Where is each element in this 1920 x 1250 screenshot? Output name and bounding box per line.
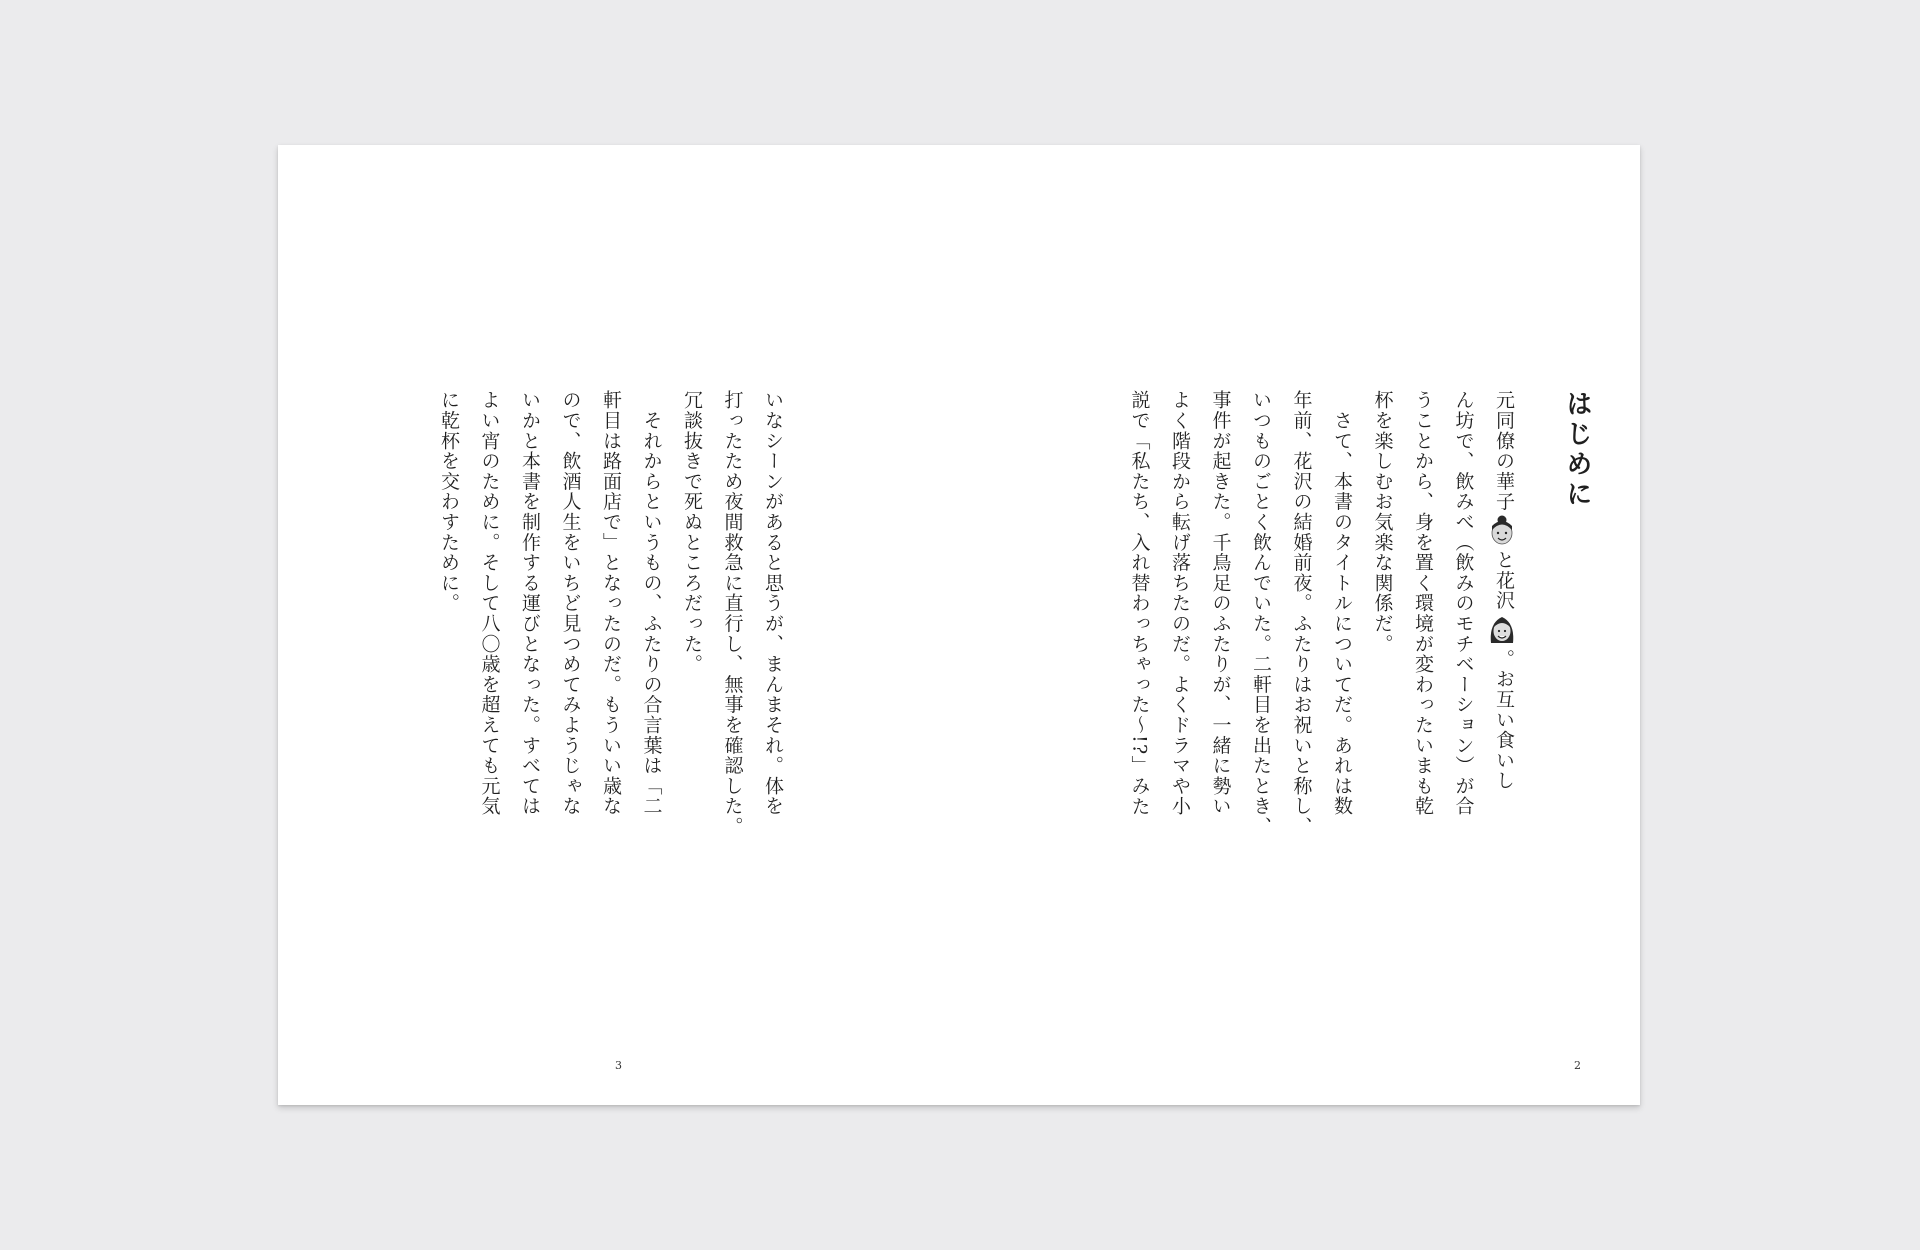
- page-number: 3: [615, 1059, 622, 1072]
- text-line: 事件が起きた。千鳥足のふたりが、一緒に勢い: [1209, 390, 1232, 817]
- page-right: [959, 145, 1640, 1105]
- text-line: よい宵のために。そして八〇歳を超えても元気: [478, 390, 501, 817]
- text-line: に乾杯を交わすために。: [438, 390, 460, 614]
- text-line: 杯を楽しむお気楽な関係だ。: [1371, 390, 1394, 654]
- text-line: 打ったため夜間救急に直行し、無事を確認した。: [721, 390, 744, 837]
- body-text: [1128, 390, 1524, 910]
- text-line: さて、本書のタイトルについてだ。あれは数: [1331, 390, 1353, 817]
- hanako-face-icon: [1496, 514, 1522, 548]
- text-line: 説で「私たち、入れ替わっちゃった～!?」みた: [1128, 390, 1151, 817]
- text-line: いなシーンがあると思うが、まんまそれ。体を: [762, 390, 784, 817]
- text-line: 冗談抜きで死ぬところだった。: [681, 390, 703, 675]
- body-text-continued: [413, 390, 793, 910]
- text-line: いかと本書を制作する運びとなった。すべては: [519, 390, 541, 817]
- book-spread: [278, 145, 1640, 1105]
- text-line: 年前、花沢の結婚前夜。ふたりはお祝いと称し、: [1290, 390, 1313, 837]
- text-line: 軒目は路面店で」となったのだ。もういい歳な: [600, 390, 622, 817]
- hanazawa-face-icon: [1496, 613, 1522, 647]
- text-line: ん坊で、飲みべ（飲みのモチベーション）が合: [1452, 390, 1475, 817]
- text-fragment: と花沢: [1493, 549, 1515, 611]
- page-number: 2: [1574, 1059, 1581, 1072]
- page-title: はじめに: [1562, 390, 1592, 510]
- text-line-first: [1484, 390, 1525, 910]
- text-line: それからというもの、ふたりの合言葉は「二: [640, 390, 663, 817]
- text-line: いつものごとく飲んでいた。二軒目を出たとき、: [1250, 390, 1272, 837]
- page-left: [278, 145, 959, 1105]
- text-fragment: 。お互い食いし: [1493, 648, 1515, 791]
- text-line: うことから、身を置く環境が変わったいまも乾: [1412, 390, 1434, 817]
- text-fragment: 元同僚の華子: [1493, 390, 1515, 512]
- text-line: よく階段から転げ落ちたのだ。よくドラマや小: [1169, 390, 1191, 817]
- text-line: ので、飲酒人生をいちど見つめてみようじゃな: [559, 390, 582, 817]
